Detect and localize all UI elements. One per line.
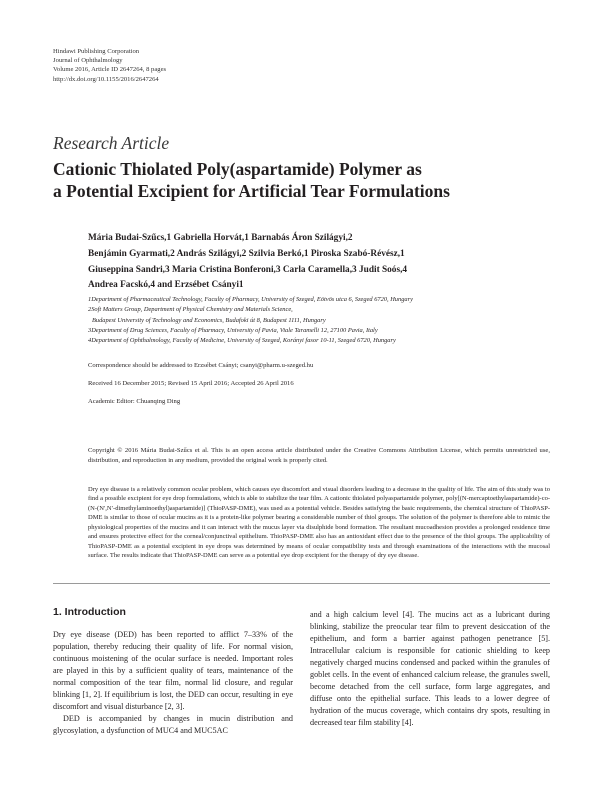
affiliations xyxy=(88,295,568,346)
copyright-notice: Copyright © 2016 Mária Budai-Szűcs et al. This is an open access article distributed under the Creative Commons Attribution License, which permits unrestricted use, distribution, and reproduction in any medium, provided the original work is properly cited. xyxy=(88,447,550,464)
body-column-right xyxy=(310,609,550,729)
title-line-2: a Potential Excipient for Artificial Tear Formulations xyxy=(53,181,450,201)
authors-line-3: Giuseppina Sandri,3 Maria Cristina Bonferoni,3 Carla Caramella,3 Judit Soós,4 xyxy=(88,264,408,275)
authors-line-1: Mária Budai-Szűcs,1 Gabriella Horvát,1 Barnabás Áron Szilágyi,2 xyxy=(88,233,353,243)
affiliation-4: 4Department of Ophthalmology, Faculty of Medicine, University of Szeged, Korányi fasor 10-11, Szeged 6720, Hungary xyxy=(88,337,396,345)
doi-link[interactable]: http://dx.doi.org/10.1155/2016/2647264 xyxy=(53,75,159,83)
title-line-1: Cationic Thiolated Poly(aspartamide) Polymer as xyxy=(53,159,422,179)
section-heading-introduction: 1. Introduction xyxy=(53,606,126,618)
publisher: Hindawi Publishing Corporation xyxy=(53,48,140,55)
abstract: Dry eye disease is a relatively common ocular problem, which causes eye discomfort and visual disorders leading to a decrease in the quality of life. The aim of this study was to find a possible excipient for eye drop formulations, which is able to stabilize the tear film. A cationic thiolated polyaspartamide polymer, poly[(N-mercaptoethylaspartamide)-co-(N-(N′,N′-dimethylaminoethyl)aspartamide)] (ThioPASP-DME), was used as a potential vehicle. Besides satisfying the basic requirements, the chemical structure of ThioPASP-DME is similar to those of ocular mucins as it is a protein-like polymer bearing a considerable number of thiol groups. The solution of the polymer is therefore able to mimic the physiological properties of the mucins and it can interact with the mucus layer via disulphide bond formation. The resultant mucoadhesion provides a prolonged residence time and ensures protective effect for the corneal/conjunctival epithelium. ThioPASP-DME also has an antioxidant effect due to the presence of the thiol groups. The applicability of ThioPASP-DME as a potential excipient in eye drops was determined by means of ocular compatibility tests and through examinations of the interactions with the mucosal surface. The results indicate that ThioPASP-DME can serve as a potential eye drop excipient for the therapy of dry eye disease. xyxy=(88,486,550,560)
journal-name: Journal of Ophthalmology xyxy=(53,57,123,65)
affiliation-2: 2Soft Matters Group, Department of Physical Chemistry and Materials Science, xyxy=(88,306,293,314)
affiliation-1: 1Department of Pharmaceutical Technology, Faculty of Pharmacy, University of Szeged, Eötvös utca 6, Szeged 6720, Hungary xyxy=(88,296,413,303)
journal-header xyxy=(53,47,166,84)
author-list xyxy=(88,231,558,294)
intro-paragraph-2: DED is accompanied by changes in mucin distribution and glycosylation, a dysfunction of MUC4 and MUC5AC xyxy=(53,714,293,735)
academic-editor: Academic Editor: Chuanqing Ding xyxy=(88,398,181,405)
authors-line-4: Andrea Facskó,4 and Erzsébet Csányi1 xyxy=(88,280,244,291)
received-dates: Received 16 December 2015; Revised 15 April 2016; Accepted 26 April 2016 xyxy=(88,380,294,387)
affiliation-3: 3Department of Drug Sciences, Faculty of Pharmacy, University of Pavia, Viale Taramelli 12, 27100 Pavia, Italy xyxy=(88,326,378,334)
paper-title xyxy=(53,158,573,202)
section-divider xyxy=(53,583,550,584)
correspondence: Correspondence should be addressed to Erzsébet Csányi; csanyi@pharm.u-szeged.hu xyxy=(88,362,314,369)
affiliation-2-cont: Budapest University of Technology and Economics, Budafoki út 8, Budapest 1111, Hungary xyxy=(92,316,326,324)
intro-paragraph-1: Dry eye disease (DED) has been reported to afflict 7–33% of the population, thereby reducing their quality of life. For normal vision, continuous moistening of the ocular surface is needed. Important roles are played in this by a sufficient quality of tears, maintenance of the normal composition of the tear film, normal lid closure, and regular blinking [1, 2]. If equilibrium is lost, the DED can occur, resulting in eye discomfort and visual disturbance [2, 3]. xyxy=(53,630,293,711)
authors-line-2: Benjámin Gyarmati,2 András Szilágyi,2 Szilvia Berkó,1 Piroska Szabó-Révész,1 xyxy=(88,248,405,259)
body-column-left xyxy=(53,629,293,737)
volume-info: Volume 2016, Article ID 2647264, 8 pages xyxy=(53,66,167,74)
intro-paragraph-right: and a high calcium level [4]. The mucins act as a lubricant during blinking, stabilize the preocular tear film to prevent desiccation of the epithelium, and form a barrier against pathogen penetrance [5]. Intracellular calcium is responsible for cationic shielding to keep negatively charged mucins condensed and packed within the granules of goblet cells. In the event of enhanced calcium release, the granules swell, become detached from the cell surface, form large aggregates, and diffuse onto the epithelial surface. This leads to a lower degree of hydration of the mucus coverage, which contains dry spots, resulting in decreased tear film stability [4]. xyxy=(310,610,550,727)
article-type: Research Article xyxy=(53,133,170,153)
